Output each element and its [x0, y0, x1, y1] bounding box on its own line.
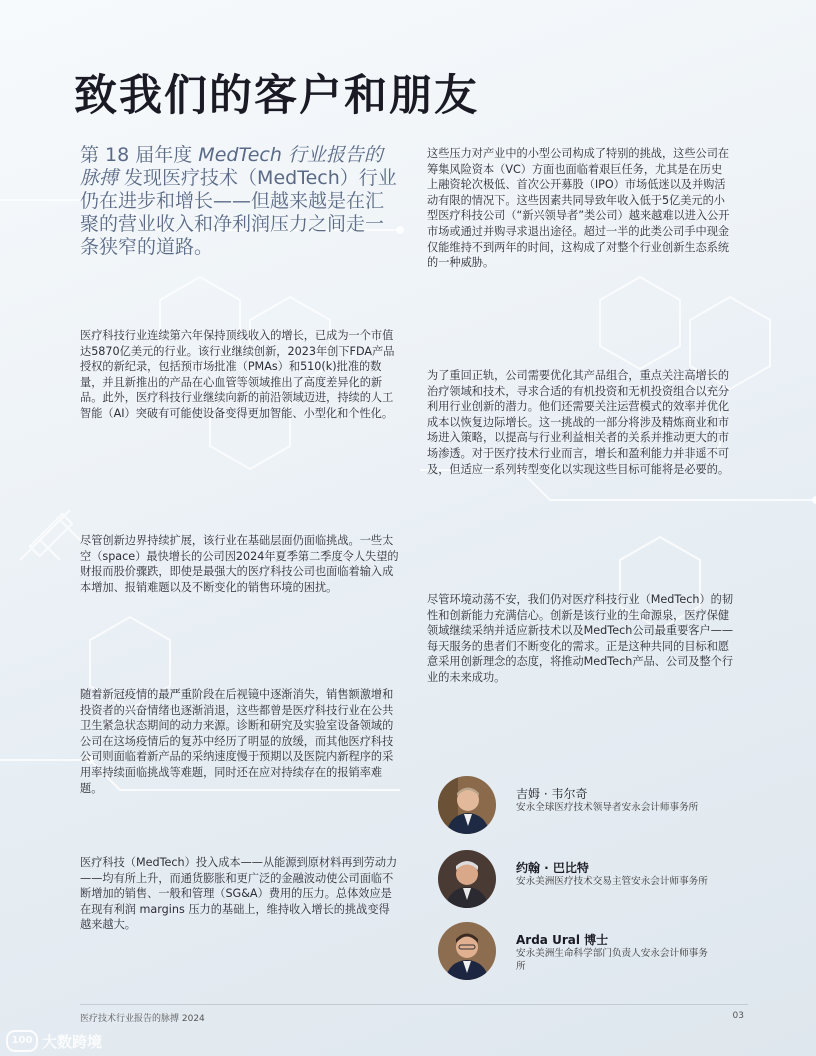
right-paragraph-1: 这些压力对产业中的小型公司构成了特别的挑战，这些公司在筹集风险资本（VC）方面也面临着艰巨任务，尤其是在历史上融资轮次极低、首次公开募股（IPO）市场低迷以及并购活动有限的情况下。这些因素共同导致年收入低于5亿美元的小型医疗科技公司（“新兴领导者”类公司）越来越难以进入公开市场或通过并购寻求退出途径。超过一半的此类公司手中现金仅能维持不到两年的时间，这构成了对整个行业创新生态系统的一种威胁。	[427, 147, 730, 270]
avatar-signatory-2	[438, 850, 496, 908]
right-paragraph-3: 尽管环境动荡不安，我们仍对医疗科技行业（MedTech）的韧性和创新能力充满信心。创新是该行业的生命源泉，医疗保健领域继续采纳并适应新技术以及MedTech公司最重要客户——每天服务的患者们不断变化的需求。正是这种共同的目标和愿意采用创新理念的态度，将推动MedTech产品、公司及整个行业的未来成功。	[427, 593, 734, 684]
footer-divider	[80, 1004, 748, 1005]
page-number: 03	[732, 1011, 744, 1021]
intro-statement	[80, 144, 400, 259]
footer-report-title: 医疗技术行业报告的脉搏 2024	[80, 1014, 205, 1024]
page-title: 致我们的客户和朋友	[74, 71, 479, 121]
report-name: MedTech 行业报告的脉搏	[80, 144, 383, 189]
intro-suffix: 发现医疗技术（MedTech）行业仍在进步和增长——但越来越是在汇聚的营业收入和净利润压力之间走一条狭窄的道路。	[80, 167, 397, 258]
signatory-1-name: 吉姆 · 韦尔奇	[516, 787, 588, 801]
signatory-3-role: 安永美洲生命科学部门负责人安永会计师事务所	[516, 948, 708, 972]
signatory-2-role: 安永美洲医疗技术交易主管安永会计师事务所	[516, 876, 708, 887]
avatar-signatory-1	[438, 776, 496, 834]
signatory-3-name: Arda Ural 博士	[516, 933, 609, 947]
signatory-1-role: 安永全球医疗技术领导者安永会计师事务所	[516, 802, 699, 813]
intro-prefix: 第 18 届年度	[80, 144, 199, 166]
left-paragraph-3: 随着新冠疫情的最严重阶段在后视镜中逐渐消失，销售额激增和投资者的兴奋情绪也逐渐消退，这些都曾是医疗科技行业在公共卫生紧急状态期间的动力来源。诊断和研究及实验室设备领域的公司在这场疫情后的复苏中经历了明显的放缓，而其他医疗科技公司则面临着新产品的采纳速度慢于预期以及医院内新程序的采用率持续面临挑战等难题，同时还在应对持续存在的报销率难题。	[80, 688, 394, 795]
left-paragraph-2: 尽管创新边界持续扩展，该行业在基础层面仍面临挑战。一些太空（space）最快增长的公司因2024年夏季第二季度令人失望的财报而股价骤跌，即使是最强大的医疗科技公司也面临着输入成本增加、报销难题以及不断变化的销售环境的困扰。	[80, 534, 399, 594]
watermark-logo-icon: 100	[6, 1030, 38, 1052]
avatar-signatory-3	[438, 922, 496, 980]
left-paragraph-4: 医疗科技（MedTech）投入成本——从能源到原材料再到劳动力——均有所上升，而通货膨胀和更广泛的金融波动使公司面临不断增加的销售、一般和管理（SG&A）费用的压力。总体效应是在现有利润 margins 压力的基础上，维持收入增长的挑战变得越来越大。	[80, 856, 398, 932]
left-paragraph-1: 医疗科技行业连续第六年保持顶线收入的增长，已成为一个市值达5870亿美元的行业。该行业继续创新，2023年创下FDA产品授权的新纪录，包括预市场批准（PMAs）和510(k)批准的数量，并且新推出的产品在心血管等领域推出了高度差异化的新品。此外，医疗科技行业继续向新的前沿领域迈进，持续的人工智能（AI）突破有可能使设备变得更加智能、小型化和个性化。	[80, 329, 395, 420]
signatory-2-name: 约翰 · 巴比特	[516, 861, 589, 875]
watermark-brand: 大数跨境	[42, 1032, 103, 1051]
right-paragraph-2: 为了重回正轨，公司需要优化其产品组合，重点关注高增长的治疗领域和技术，寻求合适的有机投资和无机投资组合以充分利用行业创新的潜力。他们还需要关注运营模式的效率并优化成本以恢复边际增长。这一挑战的一部分将涉及精炼商业和市场进入策略，以提高与行业利益相关者的关系并推动更大的市场渗透。对于医疗技术行业而言，增长和盈利能力并非遥不可及，但适应一系列转型变化以实现这些目标可能将是必要的。	[427, 369, 730, 476]
watermark	[6, 1030, 102, 1052]
